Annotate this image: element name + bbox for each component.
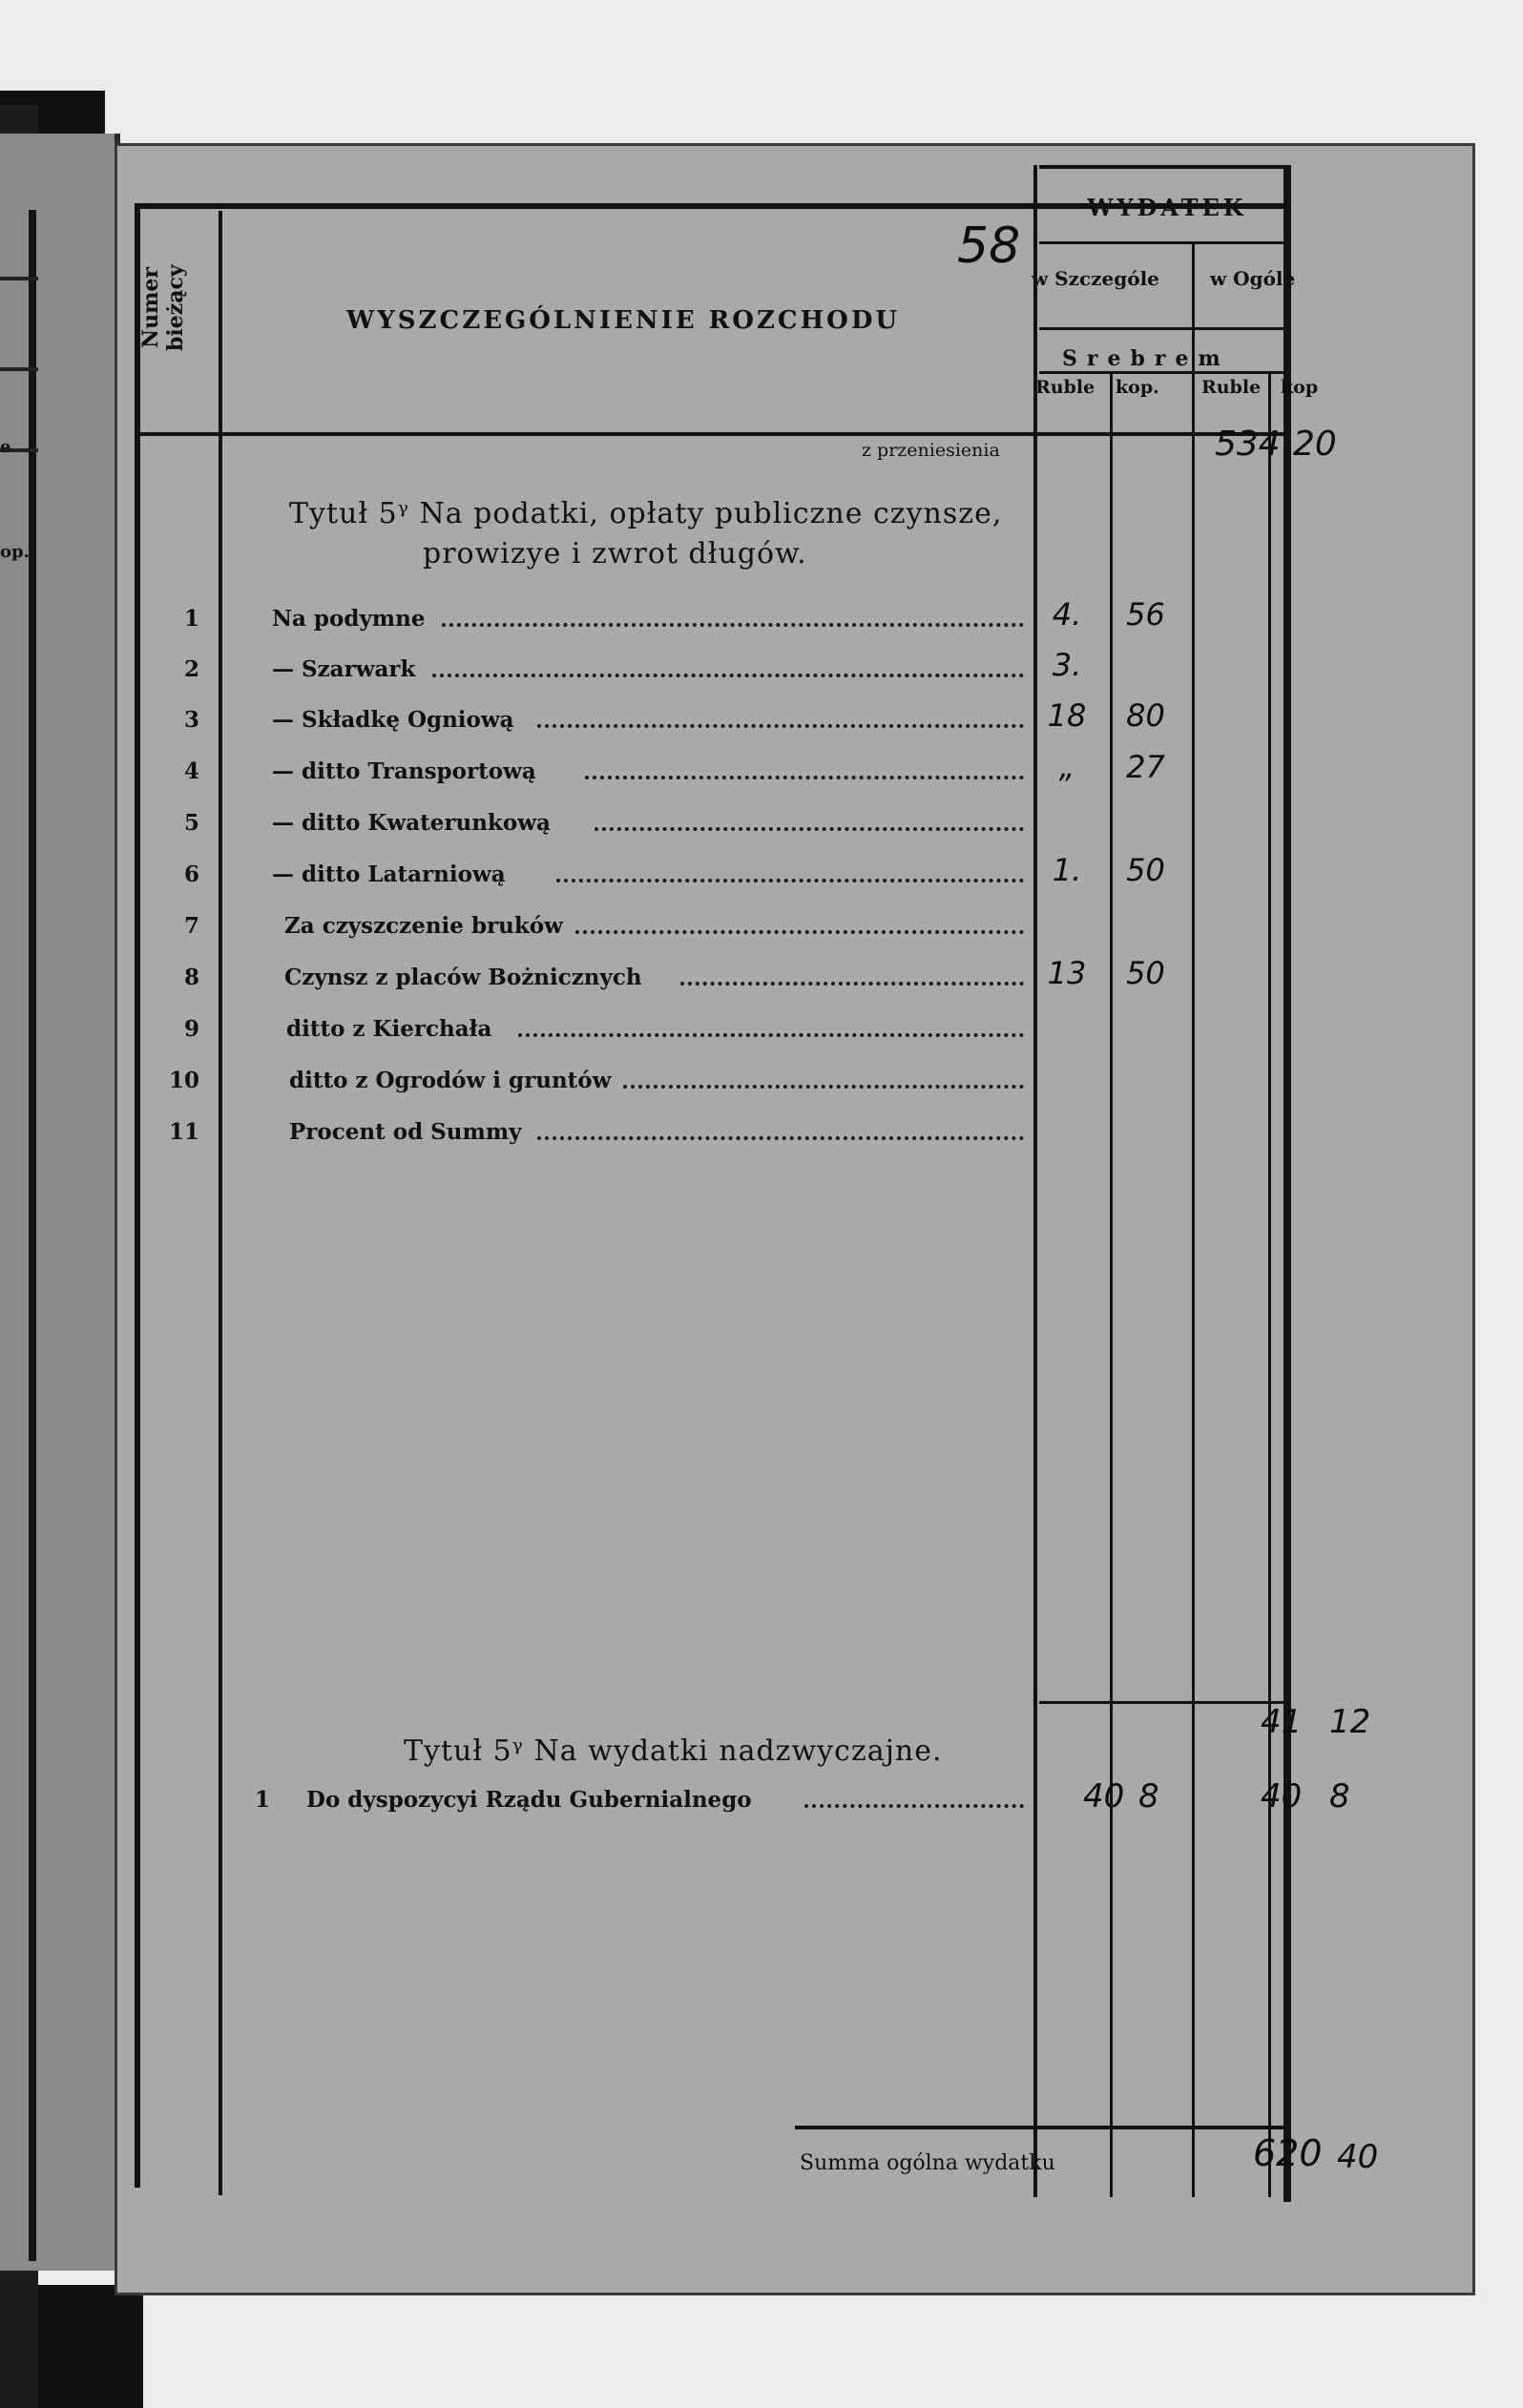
- column-line-kop: [1110, 371, 1113, 2197]
- row-kopecks: 56: [1126, 596, 1165, 633]
- row-label: — ditto Transportową: [272, 758, 536, 784]
- outer-right-border: [1283, 165, 1291, 2202]
- section-subtotal-rubles: 41: [1261, 1703, 1303, 1741]
- row-label: Czynsz z placów Bożnicznych: [284, 965, 642, 990]
- row-label: — Składkę Ogniową: [272, 707, 514, 733]
- row-kopecks: 50: [1126, 955, 1165, 991]
- ledger-page: [115, 143, 1475, 2295]
- row-rubles: 3.: [1052, 647, 1082, 683]
- amount-column-line: [1033, 165, 1037, 2197]
- column-line-kop2: [1268, 371, 1271, 2197]
- row-number: 1: [183, 606, 199, 632]
- previous-page-line: [0, 367, 38, 371]
- row-rubles: 40: [1083, 1777, 1125, 1816]
- row-number: 5: [183, 810, 199, 836]
- page-number: 58: [957, 218, 1021, 275]
- total-header: w Ogóle: [1210, 267, 1296, 290]
- row-label: — Szarwark: [272, 656, 416, 682]
- dot-leader: [585, 776, 1024, 779]
- row-kopecks: 27: [1126, 749, 1165, 785]
- row-number: 8: [183, 965, 199, 990]
- dot-leader: [595, 827, 1024, 831]
- row-label: ditto z Kierchała: [286, 1016, 492, 1042]
- previous-page-line: [0, 277, 38, 280]
- row-total-rubles: 40: [1261, 1777, 1303, 1816]
- row-number: 10: [168, 1068, 199, 1093]
- previous-page-edge: [0, 134, 120, 2271]
- row-rubles: 1.: [1052, 852, 1082, 888]
- detail-header: w Szczególe: [1032, 267, 1159, 290]
- carry-over-label: z przeniesienia: [862, 440, 1000, 461]
- row-number: 2: [183, 656, 199, 682]
- expense-header: WYDATEK: [1087, 194, 1247, 221]
- row-number: 7: [183, 913, 199, 939]
- row-rubles: 18: [1047, 697, 1087, 734]
- dot-leader: [556, 879, 1024, 882]
- row-total-kopecks: 8: [1329, 1777, 1350, 1816]
- grand-total-line: [795, 2126, 1285, 2129]
- header-bottom-line: [140, 432, 1285, 436]
- row-label: — ditto Kwaterunkową: [272, 810, 551, 836]
- dot-leader: [680, 982, 1024, 986]
- section-title: Tytuł 5ᵞ Na podatki, opłaty publiczne czynsze,: [289, 497, 1003, 530]
- dot-leader: [537, 1136, 1024, 1140]
- row-label: — ditto Latarniową: [272, 861, 506, 887]
- section-subtotal-kopecks: 12: [1329, 1703, 1371, 1741]
- row-number: 6: [183, 861, 199, 887]
- number-column-line: [219, 211, 222, 2195]
- dot-leader: [518, 1033, 1024, 1037]
- scan-edge-bottom: [38, 2285, 143, 2408]
- dot-leader: [442, 623, 1024, 627]
- dot-leader: [575, 930, 1024, 934]
- currency-header: Srebrem: [1062, 346, 1230, 371]
- ledger-title: WYSZCZEGÓLNIENIE ROZCHODU: [346, 306, 901, 335]
- section-title: Tytuł 5ᵞ Na wydatki nadzwyczajne.: [404, 1734, 943, 1768]
- row-rubles: 13: [1047, 955, 1087, 991]
- carry-over-kopecks: 20: [1293, 425, 1337, 464]
- dot-leader: [432, 674, 1024, 677]
- wydatek-top-line: [1039, 165, 1289, 169]
- number-column-label: Numer bieżący: [138, 264, 188, 352]
- column-line-total: [1192, 241, 1195, 2197]
- dot-leader: [537, 724, 1024, 728]
- outer-left-border: [135, 203, 140, 2188]
- rubles-header: Ruble: [1035, 377, 1095, 398]
- row-number: 11: [168, 1119, 199, 1145]
- previous-page-rule: [29, 210, 36, 2261]
- row-kopecks: 8: [1138, 1777, 1159, 1816]
- dot-leader: [804, 1804, 1024, 1808]
- row-label: Do dyspozycyi Rządu Gubernialnego: [306, 1787, 752, 1813]
- header-divider: [1039, 241, 1285, 244]
- row-number: 3: [183, 707, 199, 733]
- grand-total-label: Summa ogólna wydatku: [800, 2151, 1055, 2175]
- row-label: Procent od Summy: [289, 1119, 522, 1145]
- dot-leader: [623, 1085, 1024, 1089]
- kopecks-header: kop: [1281, 377, 1319, 398]
- previous-page-fragment: e: [0, 437, 11, 457]
- row-label: Za czyszczenie bruków: [284, 913, 563, 939]
- row-label: Na podymne: [272, 606, 426, 632]
- grand-total-kopecks: 40: [1337, 2138, 1379, 2176]
- row-rubles: 4.: [1052, 596, 1082, 633]
- row-number: 9: [183, 1016, 199, 1042]
- carry-over-rubles: 534: [1215, 425, 1281, 464]
- header-divider: [1039, 371, 1285, 374]
- subtotal-line: [1039, 1701, 1285, 1704]
- kopecks-header: kop.: [1116, 377, 1159, 398]
- row-label: ditto z Ogrodów i gruntów: [289, 1068, 612, 1093]
- row-number: 4: [183, 758, 199, 784]
- grand-total-rubles: 620: [1253, 2132, 1323, 2174]
- header-divider: [1039, 327, 1285, 330]
- row-number: 1: [254, 1787, 270, 1813]
- rubles-header: Ruble: [1201, 377, 1262, 398]
- row-kopecks: 50: [1126, 852, 1165, 888]
- row-kopecks: 80: [1126, 697, 1165, 734]
- section-title: prowizye i zwrot długów.: [423, 537, 807, 571]
- previous-page-fragment: op.: [0, 542, 30, 562]
- row-rubles: „: [1058, 749, 1075, 785]
